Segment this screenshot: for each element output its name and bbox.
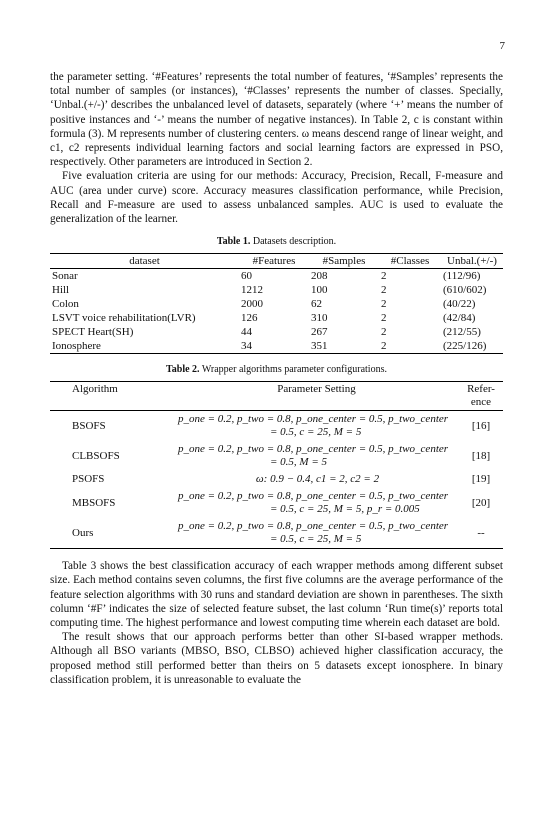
parameter-line-1: p_one = 0.2, p_two = 0.8, p_one_center = 0.5, p_two_center xyxy=(178,413,449,426)
table1-row xyxy=(50,283,503,297)
parameter-line-1: p_one = 0.2, p_two = 0.8, p_one_center = 0.5, p_two_center xyxy=(178,443,449,456)
table1-cell: 1212 xyxy=(241,284,263,297)
paragraph-table3-description: Table 3 shows the best classification accuracy of each wrapper methods among different subset size. Each method contains seven columns, the first five columns are the average performance of the feature selection algorithms with 30 runs and standard deviation are shown in parentheses. The sixth column ‘#F’ indicates the size of selected feature subset, the last column ‘Run time(s)’ reports total computing time. The highest performance and lowest computing time wherein each dataset are bold. xyxy=(50,560,503,630)
table1-cell: 44 xyxy=(241,326,252,339)
table1-cell: LSVT voice rehabilitation(LVR) xyxy=(52,312,196,325)
parameter-line-1: ω: 0.9 − 0.4, c1 = 2, c2 = 2 xyxy=(255,473,380,486)
table1-row xyxy=(50,311,503,325)
table2-parameter-cell xyxy=(174,518,459,549)
table2-caption xyxy=(50,364,503,375)
parameter-table xyxy=(50,381,503,549)
page-content xyxy=(50,70,503,687)
table2-parameter-cell xyxy=(174,471,459,488)
table2-row xyxy=(50,471,503,488)
table2-algorithm-cell: BSOFS xyxy=(72,419,106,432)
table1-cell: 208 xyxy=(311,270,328,283)
table1-row xyxy=(50,339,503,354)
table1-label: Table 1. xyxy=(216,236,251,248)
table1-cell: (610/602) xyxy=(443,284,487,297)
table2-body xyxy=(50,411,503,549)
table1-cell: 62 xyxy=(311,298,322,311)
table1-cell: 34 xyxy=(241,340,252,353)
table1-cell: 2 xyxy=(381,270,387,283)
table2-reference-cell: [19] xyxy=(471,473,491,486)
table1-caption-text: Datasets description. xyxy=(252,236,337,248)
table1-cell: 60 xyxy=(241,270,252,283)
table2-header-row xyxy=(50,382,503,411)
table2-header-parameters: Parameter Setting xyxy=(174,382,459,411)
table1-row xyxy=(50,325,503,339)
table2-row xyxy=(50,441,503,471)
table1-cell: 2 xyxy=(381,312,387,325)
table2-header-algorithm: Algorithm xyxy=(50,382,174,411)
parameter-line-2: = 0.5, c = 25, M = 5 xyxy=(270,426,362,439)
table1-cell: 351 xyxy=(311,340,328,353)
table1-header-classes: #Classes xyxy=(379,254,441,269)
table1-cell: 2 xyxy=(381,340,387,353)
table1-caption xyxy=(50,236,503,247)
table1-cell: 2000 xyxy=(241,298,263,311)
table2-algorithm-cell: MBSOFS xyxy=(72,496,116,509)
table1-cell: 2 xyxy=(381,284,387,297)
table2-parameter-cell xyxy=(174,488,459,518)
table1-header-row xyxy=(50,254,503,269)
table1-row xyxy=(50,269,503,284)
table2-parameter-cell xyxy=(174,411,459,442)
paragraph-parameter-setting: the parameter setting. ‘#Features’ represents the total number of features, ‘#Samples’ represents the total number of samples (or instances), ‘#Classes’ represents the number of classes. Specially, ‘Unbal.(+/-)’ describes the unbalanced level of datasets, separately (where ‘+’ means the number of positive instances and ‘-’ means the number of negative instances). In Table 2, c is constant within formula (3). M represents number of clustering centers. ω means descend range of linear weight, and c1, c2 represents individual learning factors and social learning factors are expressed in PSO, respectively. Other parameters are introduced in Section 2. xyxy=(50,71,503,169)
page-number: 7 xyxy=(499,40,505,52)
table2-row xyxy=(50,518,503,549)
table1-header-dataset: dataset xyxy=(50,254,239,269)
parameter-line-1: p_one = 0.2, p_two = 0.8, p_one_center = 0.5, p_two_center xyxy=(178,520,449,533)
table2-algorithm-cell: PSOFS xyxy=(72,473,105,486)
table1-cell: (212/55) xyxy=(443,326,481,339)
table2-reference-cell: [18] xyxy=(471,449,491,462)
table2-parameter-cell xyxy=(174,441,459,471)
table1-cell: 267 xyxy=(311,326,328,339)
table2-header-reference: Refer-ence xyxy=(459,382,503,411)
parameter-line-2: = 0.5, M = 5 xyxy=(270,456,328,469)
table1-cell: Ionosphere xyxy=(52,340,101,353)
paragraph-evaluation-criteria: Five evaluation criteria are using for our methods: Accuracy, Precision, Recall, F-measure and AUC (area under curve) score. Accuracy measures classification performance, while Precision, Recall and F-measure are used to assess unbalanced samples. AUC is used to evaluate the generalization of the learner. xyxy=(50,170,503,226)
table1-cell: 2 xyxy=(381,298,387,311)
table1-cell: 2 xyxy=(381,326,387,339)
table1-cell: (42/84) xyxy=(443,312,476,325)
table2-row xyxy=(50,411,503,442)
paragraph-results: The result shows that our approach performs better than other SI-based wrapper methods. Although all BSO variants (MBSO, BSO, CLBSO) achieved higher classification accuracy, the proposed method still performed better than theirs on 5 datasets except ionosphere. In binary classification problem, it is unreasonable to evaluate the xyxy=(50,631,503,686)
table1-cell: SPECT Heart(SH) xyxy=(52,326,134,339)
table2-reference-cell: [20] xyxy=(471,496,491,509)
table2-algorithm-cell: CLBSOFS xyxy=(72,449,120,462)
parameter-line-1: p_one = 0.2, p_two = 0.8, p_one_center = 0.5, p_two_center xyxy=(178,490,449,503)
table1-cell: (112/96) xyxy=(443,270,481,283)
table1-cell: (40/22) xyxy=(443,298,476,311)
table1-cell: Sonar xyxy=(52,270,78,283)
table2-reference-cell: [16] xyxy=(471,419,491,432)
table2-row xyxy=(50,488,503,518)
parameter-line-2: = 0.5, c = 25, M = 5 xyxy=(270,533,362,546)
table1-header-features: #Features xyxy=(239,254,309,269)
table1-cell: 310 xyxy=(311,312,328,325)
table1-cell: Hill xyxy=(52,284,70,297)
table1-body xyxy=(50,269,503,354)
table2-algorithm-cell: Ours xyxy=(72,526,94,539)
table1-cell: 100 xyxy=(311,284,328,297)
table1-cell: (225/126) xyxy=(443,340,487,353)
datasets-table xyxy=(50,253,503,354)
table2-caption-text: Wrapper algorithms parameter configurations. xyxy=(201,364,387,376)
table1-header-samples: #Samples xyxy=(309,254,379,269)
table2-reference-cell: -- xyxy=(477,526,485,539)
table1-header-unbal: Unbal.(+/-) xyxy=(441,254,503,269)
table2-label: Table 2. xyxy=(166,364,200,376)
table1-cell: Colon xyxy=(52,298,79,311)
table1-row xyxy=(50,297,503,311)
parameter-line-2: = 0.5, c = 25, M = 5, p_r = 0.005 xyxy=(270,503,420,516)
table1-cell: 126 xyxy=(241,312,258,325)
